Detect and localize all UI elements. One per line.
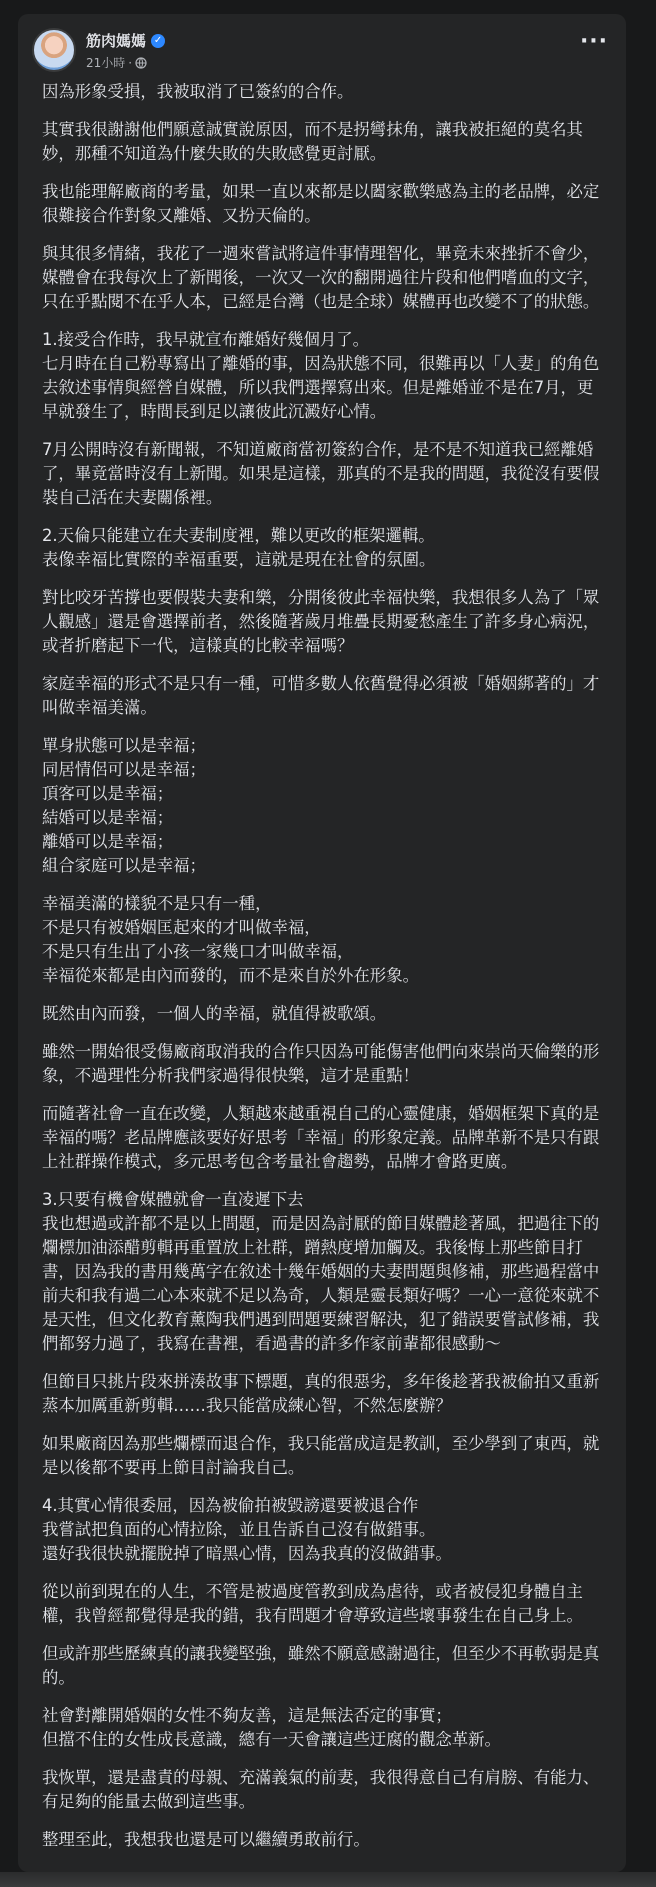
post-paragraph: 社會對離開婚姻的女性不夠友善，這是無法否定的事實； 但擋不住的女性成長意識，總有一天會讓這些迂腐的觀念革新。 [42, 1706, 501, 1749]
verified-badge-icon: ✓ [151, 34, 165, 48]
post-author-info [86, 30, 165, 71]
post-paragraph: 4.其實心情很委屈，因為被偷拍被毀謗還要被退合作 我嘗試把負面的心情拉除，並且告訴自己沒有做錯事。 還好我很快就擺脫掉了暗黑心情，因為我真的沒做錯事。 [42, 1496, 452, 1563]
author-row [86, 30, 165, 51]
post-paragraph: 1.接受合作時，我早就宣布離婚好幾個月了。 七月時在自己粉專寫出了離婚的事，因為狀態不同，很難再以「人妻」的角色去敘述事情與經營自媒體，所以我們選擇寫出來。但是離婚並不是在7月，更早就發生了，時間長到足以讓彼此沉澱好心情。 [42, 330, 600, 421]
post-paragraph: 其實我很謝謝他們願意誠實說原因，而不是拐彎抹角，讓我被拒絕的莫名其妙，那種不知道為什麼失敗的失敗感覺更討厭。 [42, 120, 583, 163]
post-paragraph: 我也能理解廠商的考量，如果一直以來都是以闔家歡樂感為主的老品牌，必定很難接合作對象又離婚、又扮天倫的。 [42, 182, 600, 225]
post-meta [86, 54, 165, 71]
post-paragraph: 因為形象受損，我被取消了已簽約的合作。 [42, 82, 354, 101]
post-paragraph: 7月公開時沒有新聞報，不知道廠商當初簽約合作，是不是不知道我已經離婚了，畢竟當時沒有上新聞。如果是這樣，那真的不是我的問題，我從沒有要假裝自己活在夫妻關係裡。 [42, 440, 600, 507]
post-paragraph: 整理至此，我想我也還是可以繼續勇敢前行。 [42, 1830, 370, 1849]
post-paragraph: 與其很多情緒，我花了一週來嘗試將這件事情理智化，畢竟未來挫折不會少，媒體會在我每次上了新聞後，一次又一次的翻開過往片段和他們嗜血的文字，只在乎點閱不在乎人本，已經是台灣（也是全球）媒體再也改變不了的狀態。 [42, 244, 600, 311]
post-card [18, 14, 626, 1872]
post-paragraph: 2.天倫只能建立在夫妻制度裡，難以更改的框架邏輯。 表像幸福比實際的幸福重要，這就是現在社會的氛圍。 [42, 526, 436, 569]
post-paragraph: 而隨著社會一直在改變，人類越來越重視自己的心靈健康，婚姻框架下真的是幸福的嗎？老品牌應該要好好思考「幸福」的形象定義。品牌革新不是只有跟上社群操作模式，多元思考包含考量社會趨勢，品牌才會路更廣。 [42, 1104, 600, 1171]
post-paragraph: 既然由內而發，一個人的幸福，就值得被歌頌。 [42, 1004, 387, 1023]
post-timestamp[interactable]: 21小時 [86, 56, 126, 70]
post-paragraph: 但節目只挑片段來拼湊故事下標題，真的很惡劣，多年後趁著我被偷拍又重新蒸本加厲重新剪輯……我只能當成練心智，不然怎麼辦？ [42, 1372, 600, 1415]
more-options-icon: ··· [579, 29, 609, 54]
post-paragraph: 我恢單，還是盡責的母親、充滿義氣的前妻，我很得意自己有肩膀、有能力、有足夠的能量去做到這些事。 [42, 1768, 600, 1811]
post-paragraph: 但或許那些歷練真的讓我變堅強，雖然不願意感謝過往，但至少不再軟弱是真的。 [42, 1644, 600, 1687]
post-paragraph: 雖然一開始很受傷廠商取消我的合作只因為可能傷害他們向來崇尚天倫樂的形象，不過理性分析我們家過得很快樂，這才是重點！ [42, 1042, 600, 1085]
post-paragraph: 單身狀態可以是幸福； 同居情侶可以是幸福； 頂客可以是幸福； 結婚可以是幸福； 離婚可以是幸福； 組合家庭可以是幸福； [42, 736, 206, 875]
post-header [18, 14, 626, 74]
post-paragraph: 家庭幸福的形式不是只有一種，可惜多數人依舊覺得必須被「婚姻綁著的」才叫做幸福美滿。 [42, 674, 600, 717]
more-options-button[interactable] [578, 30, 610, 54]
post-paragraph: 如果廠商因為那些爛標而退合作，我只能當成這是教訓，至少學到了東西，就是以後都不要再上節目討論我自己。 [42, 1434, 600, 1477]
author-name[interactable]: 筋肉媽媽 [86, 32, 147, 50]
meta-separator: · [128, 55, 133, 70]
author-avatar[interactable] [32, 28, 76, 72]
post-paragraph: 從以前到現在的人生，不管是被過度管教到成為虐待，或者被侵犯身體自主權，我曾經都覺得是我的錯，我有問題才會導致這些壞事發生在自己身上。 [42, 1582, 583, 1625]
next-post-edge [0, 1872, 656, 1887]
post-body [42, 80, 608, 1866]
post-paragraph: 幸福美滿的樣貌不是只有一種， 不是只有被婚姻匡起來的才叫做幸福， 不是只有生出了小孩一家幾口才叫做幸福， 幸福從來都是由內而發的，而不是來自於外在形象。 [42, 894, 419, 985]
post-paragraph: 3.只要有機會媒體就會一直凌遲下去 我也想過或許都不是以上問題，而是因為討厭的節目媒體趁著風，把過往下的爛標加油添醋剪輯再重置放上社群，蹭熱度增加觸及。我後悔上那些節目打書，因為我的書用幾萬字在敘述十幾年婚姻的夫妻問題與修補，那些過程當中前夫和我有過二心本來就不足以為奇，人類是靈長類好嗎？一心一意從來就不是天性，但文化教育薰陶我們遇到問題要練習解決，犯了錯誤要嘗試修補，我們都努力過了，我寫在書裡，看過書的許多作家前輩都很感動～ [42, 1190, 600, 1353]
post-paragraph: 對比咬牙苦撐也要假裝夫妻和樂，分開後彼此幸福快樂，我想很多人為了「眾人觀感」還是會選擇前者，然後隨著歲月堆疊長期憂愁產生了許多身心病況，或者折磨起下一代，這樣真的比較幸福嗎？ [42, 588, 600, 655]
globe-icon[interactable] [135, 57, 147, 69]
